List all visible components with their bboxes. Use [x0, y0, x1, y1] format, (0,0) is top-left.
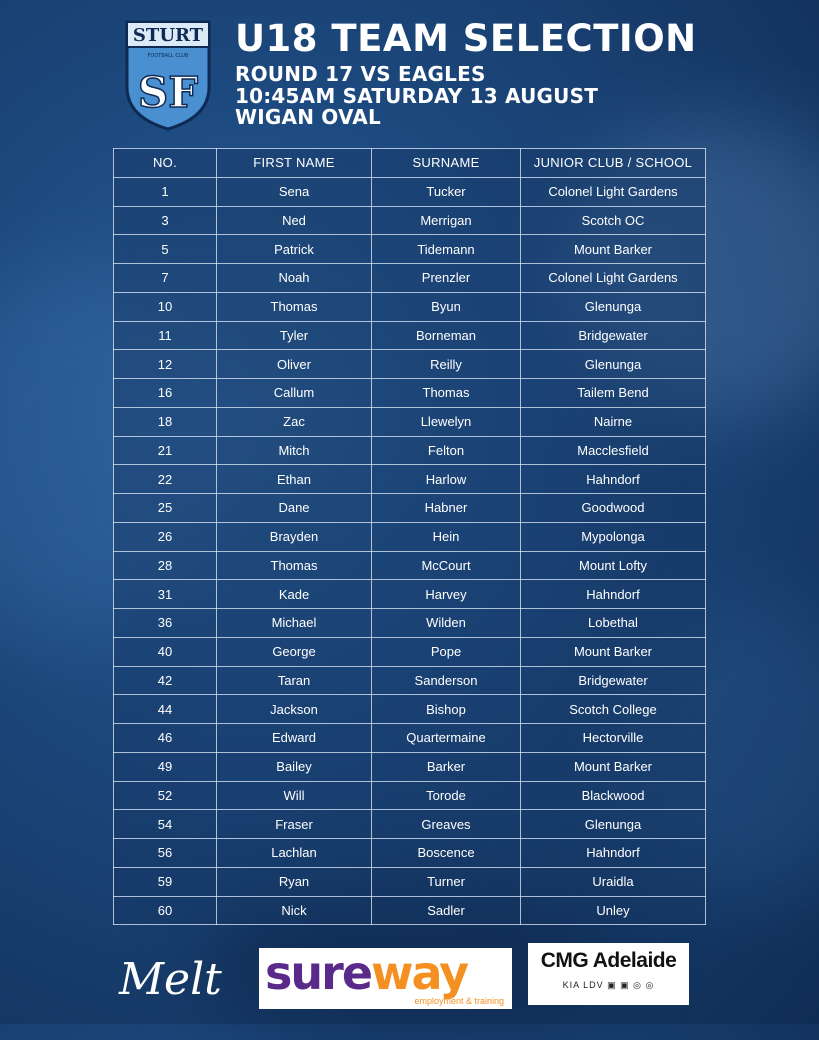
player-number: 44: [114, 695, 217, 724]
table-row: [114, 494, 706, 523]
table-row: [114, 781, 706, 810]
player-first-name: Brayden: [217, 522, 372, 551]
player-surname: Sanderson: [372, 666, 521, 695]
player-first-name: Zac: [217, 407, 372, 436]
player-first-name: Michael: [217, 609, 372, 638]
player-number: 7: [114, 264, 217, 293]
player-first-name: Nick: [217, 896, 372, 925]
player-junior-club: Hahndorf: [521, 839, 706, 868]
column-header-junior-club: JUNIOR CLUB / SCHOOL: [521, 149, 706, 178]
player-first-name: Edward: [217, 724, 372, 753]
player-junior-club: Scotch OC: [521, 206, 706, 235]
player-first-name: Taran: [217, 666, 372, 695]
table-row: [114, 465, 706, 494]
player-junior-club: Lobethal: [521, 609, 706, 638]
table-row: [114, 522, 706, 551]
player-surname: Hein: [372, 522, 521, 551]
player-first-name: Mitch: [217, 436, 372, 465]
player-junior-club: Glenunga: [521, 810, 706, 839]
player-junior-club: Hahndorf: [521, 580, 706, 609]
player-first-name: Jackson: [217, 695, 372, 724]
player-surname: Boscence: [372, 839, 521, 868]
player-first-name: Bailey: [217, 752, 372, 781]
player-number: 18: [114, 407, 217, 436]
player-first-name: Dane: [217, 494, 372, 523]
player-junior-club: Scotch College: [521, 695, 706, 724]
player-number: 21: [114, 436, 217, 465]
page-title: U18 TEAM SELECTION: [235, 17, 697, 60]
table-row: [114, 752, 706, 781]
player-surname: Torode: [372, 781, 521, 810]
player-number: 28: [114, 551, 217, 580]
sureway-tagline: employment & training: [414, 996, 504, 1006]
player-number: 26: [114, 522, 217, 551]
player-junior-club: Bridgewater: [521, 666, 706, 695]
player-number: 60: [114, 896, 217, 925]
table-row: [114, 379, 706, 408]
player-junior-club: Hahndorf: [521, 465, 706, 494]
player-junior-club: Glenunga: [521, 292, 706, 321]
player-surname: Tidemann: [372, 235, 521, 264]
player-first-name: George: [217, 637, 372, 666]
player-junior-club: Nairne: [521, 407, 706, 436]
player-surname: McCourt: [372, 551, 521, 580]
match-venue: WIGAN OVAL: [235, 105, 381, 129]
svg-text:STURT: STURT: [132, 25, 204, 46]
column-header-surname: SURNAME: [372, 149, 521, 178]
player-first-name: Fraser: [217, 810, 372, 839]
svg-text:FOOTBALL CLUB: FOOTBALL CLUB: [147, 53, 189, 59]
player-first-name: Thomas: [217, 551, 372, 580]
table-row: [114, 177, 706, 206]
player-first-name: Kade: [217, 580, 372, 609]
player-junior-club: Unley: [521, 896, 706, 925]
svg-text:Melt: Melt: [119, 954, 222, 1005]
sponsor-bar: [0, 940, 819, 1010]
player-first-name: Ned: [217, 206, 372, 235]
player-number: 1: [114, 177, 217, 206]
player-junior-club: Uraidla: [521, 867, 706, 896]
player-junior-club: Hectorville: [521, 724, 706, 753]
player-number: 54: [114, 810, 217, 839]
player-junior-club: Colonel Light Gardens: [521, 264, 706, 293]
table-row: [114, 292, 706, 321]
table-row: [114, 235, 706, 264]
player-number: 3: [114, 206, 217, 235]
table-row: [114, 350, 706, 379]
table-row: [114, 896, 706, 925]
cmg-adelaide-logo: [528, 943, 689, 1005]
player-surname: Llewelyn: [372, 407, 521, 436]
table-row: [114, 264, 706, 293]
player-surname: Felton: [372, 436, 521, 465]
player-number: 59: [114, 867, 217, 896]
player-surname: Pope: [372, 637, 521, 666]
player-junior-club: Macclesfield: [521, 436, 706, 465]
player-number: 46: [114, 724, 217, 753]
table-header-row: [114, 149, 706, 178]
player-junior-club: Mount Lofty: [521, 551, 706, 580]
player-junior-club: Mypolonga: [521, 522, 706, 551]
player-first-name: Thomas: [217, 292, 372, 321]
cmg-brand-logos: KIA LDV ▣ ▣ ◎ ◎: [562, 980, 655, 990]
match-round: ROUND 17 VS EAGLES: [235, 62, 486, 86]
player-surname: Bishop: [372, 695, 521, 724]
player-number: 10: [114, 292, 217, 321]
table-row: [114, 206, 706, 235]
player-junior-club: Goodwood: [521, 494, 706, 523]
player-number: 16: [114, 379, 217, 408]
player-first-name: Ryan: [217, 867, 372, 896]
player-surname: Harlow: [372, 465, 521, 494]
table-row: [114, 321, 706, 350]
column-header-first-name: FIRST NAME: [217, 149, 372, 178]
player-number: 52: [114, 781, 217, 810]
table-row: [114, 839, 706, 868]
player-surname: Turner: [372, 867, 521, 896]
player-first-name: Will: [217, 781, 372, 810]
table-row: [114, 724, 706, 753]
player-surname: Prenzler: [372, 264, 521, 293]
table-row: [114, 867, 706, 896]
player-first-name: Oliver: [217, 350, 372, 379]
player-surname: Barker: [372, 752, 521, 781]
table-row: [114, 695, 706, 724]
player-first-name: Sena: [217, 177, 372, 206]
player-junior-club: Glenunga: [521, 350, 706, 379]
player-junior-club: Colonel Light Gardens: [521, 177, 706, 206]
player-junior-club: Tailem Bend: [521, 379, 706, 408]
table-row: [114, 810, 706, 839]
player-junior-club: Mount Barker: [521, 637, 706, 666]
player-first-name: Lachlan: [217, 839, 372, 868]
table-row: [114, 637, 706, 666]
player-surname: Sadler: [372, 896, 521, 925]
player-first-name: Noah: [217, 264, 372, 293]
player-first-name: Tyler: [217, 321, 372, 350]
table-row: [114, 551, 706, 580]
match-time: 10:45AM SATURDAY 13 AUGUST: [235, 84, 599, 108]
player-surname: Wilden: [372, 609, 521, 638]
player-surname: Quartermaine: [372, 724, 521, 753]
table-row: [114, 580, 706, 609]
player-first-name: Callum: [217, 379, 372, 408]
table-row: [114, 609, 706, 638]
player-number: 40: [114, 637, 217, 666]
svg-text:SF: SF: [137, 68, 199, 117]
player-junior-club: Bridgewater: [521, 321, 706, 350]
player-number: 49: [114, 752, 217, 781]
player-number: 12: [114, 350, 217, 379]
player-junior-club: Mount Barker: [521, 752, 706, 781]
table-row: [114, 407, 706, 436]
column-header-number: NO.: [114, 149, 217, 178]
player-number: 36: [114, 609, 217, 638]
melt-logo: [117, 948, 247, 1008]
table-row: [114, 436, 706, 465]
player-surname: Harvey: [372, 580, 521, 609]
player-junior-club: Mount Barker: [521, 235, 706, 264]
player-number: 56: [114, 839, 217, 868]
player-number: 11: [114, 321, 217, 350]
player-number: 25: [114, 494, 217, 523]
player-surname: Greaves: [372, 810, 521, 839]
sureway-wordmark: sureway: [265, 946, 468, 1000]
team-selection-table: [113, 148, 706, 925]
player-first-name: Ethan: [217, 465, 372, 494]
player-surname: Reilly: [372, 350, 521, 379]
player-number: 22: [114, 465, 217, 494]
player-number: 31: [114, 580, 217, 609]
table-row: [114, 666, 706, 695]
player-surname: Byun: [372, 292, 521, 321]
player-surname: Thomas: [372, 379, 521, 408]
player-first-name: Patrick: [217, 235, 372, 264]
club-crest-logo: [124, 19, 212, 131]
player-surname: Tucker: [372, 177, 521, 206]
sureway-logo: [259, 948, 512, 1009]
player-surname: Habner: [372, 494, 521, 523]
player-number: 5: [114, 235, 217, 264]
player-surname: Merrigan: [372, 206, 521, 235]
player-number: 42: [114, 666, 217, 695]
player-junior-club: Blackwood: [521, 781, 706, 810]
cmg-wordmark: CMG Adelaide: [540, 949, 677, 972]
player-surname: Borneman: [372, 321, 521, 350]
